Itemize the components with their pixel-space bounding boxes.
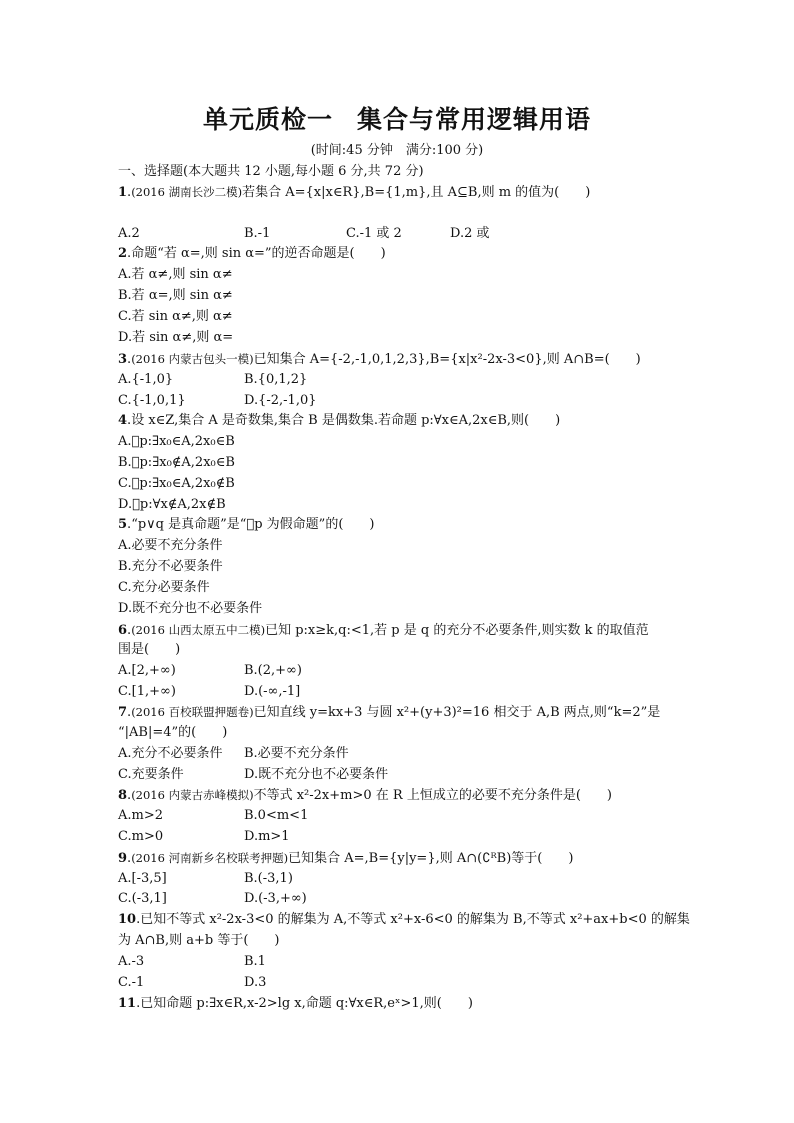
option-c: C.{-1,0,1} [118,393,186,408]
option-a: A.{-1,0} [118,372,174,387]
question-10: 10.已知不等式 x²-2x-3<0 的解集为 A,不等式 x²+x-6<0 的解集为 B,不等式 x²+ax+b<0 的解集 [118,912,690,927]
question-7-cont: “|AB|=4”的( ) [118,725,228,740]
question-6: 6.(2016 山西太原五中二模)已知 p:x≥k,q:<1,若 p 是 q 的充分不必要条件,则实数 k 的取值范 [118,623,649,638]
question-number: 8 [118,788,128,803]
exam-info: (时间:45 分钟 满分:100 分) [310,143,484,158]
option-d: D.(-3,+∞) [244,891,307,906]
option-b: B.若 α=,则 sin α≠ [118,288,233,303]
option-d: D.3 [244,975,267,990]
option-d: D.既不充分也不必要条件 [244,767,389,782]
title-right: 集合与常用逻辑用语 [357,105,592,134]
question-text: “p∨q 是真命题”是“􀱑p 为假命题”的( ) [131,517,375,532]
question-number: 2 [118,246,128,261]
question-11: 11.已知命题 p:∃x∈R,x-2>lg x,命题 q:∀x∈R,eˣ>1,则( ) [118,996,473,1011]
question-2: 2.命题“若 α=,则 sin α=”的逆否命题是( ) [118,246,386,261]
option-a: A.m>2 [118,808,164,823]
page-title [0,100,794,136]
question-text: 已知集合 A={-2,-1,0,1,2,3},B={x|x²-2x-3<0},则 A∩B=( ) [253,352,641,367]
question-4: 4.设 x∈Z,集合 A 是奇数集,集合 B 是偶数集.若命题 p:∀x∈A,2x∈B,则( ) [118,413,561,428]
question-number: 5 [118,517,128,532]
option-b: B.{0,1,2} [244,372,308,387]
question-number: 3 [118,352,128,367]
question-6-cont: 围是( ) [118,642,181,657]
option-c: C.若 sin α≠,则 α≠ [118,309,233,324]
option-c: C.充分必要条件 [118,580,210,595]
question-text: 设 x∈Z,集合 A 是奇数集,集合 B 是偶数集.若命题 p:∀x∈A,2x∈B,则( ) [131,413,561,428]
option-c: C.-1 或 2 [346,226,402,241]
option-d: D.􀱑p:∀x∉A,2x∉B [118,497,226,512]
option-a: A.􀱑p:∃x₀∈A,2x₀∈B [118,434,235,449]
option-a: A.[2,+∞) [118,663,176,678]
question-number: 10 [118,912,137,927]
section-heading: 一、选择题(本大题共 12 小题,每小题 6 分,共 72 分) [118,164,424,179]
option-b: B.必要不充分条件 [244,746,349,761]
option-d: D.(-∞,-1] [244,684,301,699]
option-b: B.充分不必要条件 [118,559,223,574]
question-text: 已知集合 A=,B={y|y=},则 A∩(∁ᴿB)等于( ) [288,851,574,866]
question-8: 8.(2016 内蒙古赤峰模拟)不等式 x²-2x+m>0 在 R 上恒成立的必要不充分条件是( ) [118,788,612,803]
question-source: (2016 山西太原五中二模) [131,623,266,637]
option-c: C.m>0 [118,829,164,844]
option-b: B.􀱑p:∃x₀∉A,2x₀∈B [118,455,235,470]
title-left: 单元质检一 [202,105,333,134]
option-a: A.2 [118,226,140,241]
question-5: 5.“p∨q 是真命题”是“􀱑p 为假命题”的( ) [118,517,375,532]
question-text: 已知不等式 x²-2x-3<0 的解集为 A,不等式 x²+x-6<0 的解集为 B,不等式 x²+ax+b<0 的解集 [140,912,690,927]
question-number: 9 [118,851,128,866]
question-number: 11 [118,996,137,1011]
question-text: 命题“若 α=,则 sin α=”的逆否命题是( ) [131,246,386,261]
question-source: (2016 内蒙古赤峰模拟) [131,788,254,802]
option-c: C.(-3,1] [118,891,167,906]
option-d: D.{-2,-1,0} [244,393,317,408]
option-b: B.(2,+∞) [244,663,302,678]
option-d: D.m>1 [244,829,290,844]
option-b: B.1 [244,954,266,969]
option-c: C.-1 [118,975,145,990]
option-c: C.􀱑p:∃x₀∈A,2x₀∉B [118,476,235,491]
question-10-cont: 为 A∩B,则 a+b 等于( ) [118,933,280,948]
option-a: A.-3 [118,954,145,969]
question-source: (2016 内蒙古包头一模) [131,352,254,366]
question-source: (2016 百校联盟押题卷) [131,705,254,719]
option-a: A.必要不充分条件 [118,538,223,553]
option-a: A.[-3,5] [118,871,167,886]
question-7: 7.(2016 百校联盟押题卷)已知直线 y=kx+3 与圆 x²+(y+3)²=16 相交于 A,B 两点,则“k=2”是 [118,705,661,720]
question-number: 7 [118,705,128,720]
option-b: B.-1 [244,226,271,241]
question-9: 9.(2016 河南新乡名校联考押题)已知集合 A=,B={y|y=},则 A∩(∁ᴿB)等于( ) [118,851,574,866]
question-text: 不等式 x²-2x+m>0 在 R 上恒成立的必要不充分条件是( ) [253,788,612,803]
question-number: 1 [118,185,128,200]
question-number: 4 [118,413,128,428]
question-text: 已知直线 y=kx+3 与圆 x²+(y+3)²=16 相交于 A,B 两点,则“k=2”是 [253,705,661,720]
option-d: D.既不充分也不必要条件 [118,601,263,616]
question-3: 3.(2016 内蒙古包头一模)已知集合 A={-2,-1,0,1,2,3},B={x|x²-2x-3<0},则 A∩B=( ) [118,352,641,367]
question-source: (2016 湖南长沙二模) [131,185,243,199]
question-source: (2016 河南新乡名校联考押题) [131,851,289,865]
question-1: 1.(2016 湖南长沙二模)若集合 A={x|x∈R},B={1,m},且 A⊆B,则 m 的值为( ) [118,185,591,200]
question-number: 6 [118,623,128,638]
option-c: C.充要条件 [118,767,184,782]
option-c: C.[1,+∞) [118,684,176,699]
question-text: 已知 p:x≥k,q:<1,若 p 是 q 的充分不必要条件,则实数 k 的取值范 [265,623,649,638]
question-text: 已知命题 p:∃x∈R,x-2>lg x,命题 q:∀x∈R,eˣ>1,则( ) [140,996,473,1011]
option-d: D.2 或 [450,226,490,241]
option-d: D.若 sin α≠,则 α= [118,330,234,345]
question-text: 若集合 A={x|x∈R},B={1,m},且 A⊆B,则 m 的值为( ) [242,185,591,200]
option-a: A.若 α≠,则 sin α≠ [118,267,233,282]
option-a: A.充分不必要条件 [118,746,223,761]
option-b: B.(-3,1) [244,871,293,886]
option-b: B.0<m<1 [244,808,309,823]
